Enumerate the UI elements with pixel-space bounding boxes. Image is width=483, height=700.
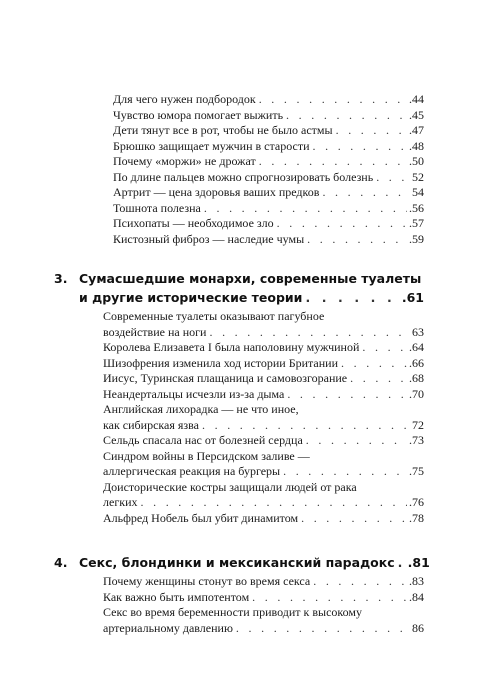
toc-entry-title: аллергическая реакция на бургеры (103, 464, 281, 478)
leader-dots (395, 553, 406, 572)
toc-entry[interactable] (103, 356, 424, 372)
toc-entry-line (113, 108, 424, 124)
toc-entry-line (113, 170, 424, 186)
toc-page-number: .70 (409, 386, 424, 401)
toc-page-number: .76 (409, 495, 424, 509)
toc-entry-title: Английская лихорадка — не что иное, (103, 402, 299, 416)
toc-entry[interactable] (113, 216, 424, 232)
toc-section-chapter-4 (0, 574, 483, 636)
toc-page-number: .66 (409, 355, 424, 370)
toc-page-number: 86 (412, 620, 424, 635)
toc-entry[interactable] (113, 185, 424, 201)
toc-entry[interactable] (103, 449, 424, 480)
toc-section-chapter-3 (0, 309, 483, 526)
toc-entry-title: Психопаты — необходимое зло (113, 216, 274, 230)
toc-entry-line (113, 154, 424, 170)
toc-entry-line (113, 216, 424, 232)
toc-entry-title: Брюшко защищает мужчин в старости (113, 138, 310, 153)
toc-entry[interactable] (113, 154, 424, 170)
toc-entry-line (103, 387, 424, 403)
leader-dots (298, 511, 407, 527)
toc-entry-title: Иисус, Туринская плащаница и самовозгорание (103, 371, 348, 385)
toc-entry-title: Артрит — цена здоровья ваших предков (113, 185, 320, 199)
toc-entry-line (103, 495, 424, 511)
toc-entry-title: Для чего нужен подбородок (113, 92, 256, 106)
toc-entry-title: По длине пальцев можно спрогнозировать болезнь (113, 169, 374, 184)
leader-dots (201, 201, 407, 217)
toc-entry-title: Альфред Нобель был убит динамитом (103, 510, 299, 525)
chapter-title-line (79, 288, 424, 307)
toc-page-number: .47 (409, 123, 424, 137)
toc-entry-line (103, 480, 424, 496)
toc-entry[interactable] (103, 387, 424, 403)
toc-section-continued (0, 92, 483, 247)
leader-dots (303, 433, 407, 449)
chapter-page-number: .61 (401, 290, 424, 305)
leader-dots (256, 154, 407, 170)
toc-entry-title: Синдром войны в Персидском заливе — (103, 448, 310, 463)
toc-entry-line (103, 325, 424, 341)
toc-entry-line (113, 139, 424, 155)
chapter-number: 4. (54, 555, 68, 570)
toc-entry[interactable] (103, 511, 424, 527)
toc-entry[interactable] (103, 340, 424, 356)
leader-dots (347, 371, 407, 387)
toc-entry-line (103, 433, 424, 449)
chapter-title-line (79, 269, 424, 288)
leader-dots (338, 356, 407, 372)
toc-page-number: 54 (412, 185, 424, 199)
chapter-title-part: Секс, блондинки и мексиканский парадокс (79, 555, 395, 570)
toc-page-number: .56 (409, 200, 424, 215)
toc-entry-title: Как важно быть импотентом (103, 589, 250, 604)
chapter-title-part: Сумасшедшие монархи, современные туалеты (79, 271, 422, 286)
toc-entry[interactable] (113, 123, 424, 139)
toc-entry-title: как сибирская язва (103, 417, 199, 432)
toc-entry-title: артериальному давлению (103, 620, 233, 635)
toc-entry[interactable] (113, 108, 424, 124)
toc-entry[interactable] (103, 590, 424, 606)
leader-dots (274, 216, 407, 232)
toc-page-number: .57 (409, 216, 424, 230)
toc-entry-line (103, 449, 424, 465)
toc-entry[interactable] (103, 402, 424, 433)
toc-entry-title: Королева Елизавета I была наполовину мужчиной (103, 340, 360, 354)
leader-dots (359, 340, 407, 356)
toc-entry-line (113, 201, 424, 217)
toc-page-number: .78 (409, 510, 424, 525)
toc-page-number: .48 (409, 138, 424, 153)
toc-entry[interactable] (103, 480, 424, 511)
toc-entry[interactable] (113, 170, 424, 186)
toc-page-number: .64 (409, 340, 424, 354)
toc-entry-line (113, 185, 424, 201)
toc-entry[interactable] (113, 201, 424, 217)
leader-dots (302, 288, 399, 307)
toc-entry-title: воздействие на ноги (103, 324, 207, 339)
leader-dots (304, 232, 407, 248)
leader-dots (310, 139, 408, 155)
toc-entry-line (103, 511, 424, 527)
toc-entry-line (103, 309, 424, 325)
leader-dots (280, 464, 407, 480)
toc-entry[interactable] (103, 433, 424, 449)
toc-page-number: 72 (412, 417, 424, 432)
toc-entry-title: Почему «моржи» не дрожат (113, 154, 256, 168)
leader-dots (249, 590, 407, 606)
leader-dots (319, 185, 410, 201)
leader-dots (138, 495, 408, 511)
toc-entry-line (103, 590, 424, 606)
toc-entry-title: Сельдь спасала нас от болезней сердца (103, 433, 303, 447)
toc-entry-title: Дети тянут все в рот, чтобы не было астмы (113, 123, 333, 137)
toc-entry[interactable] (113, 92, 424, 108)
toc-entry-line (113, 92, 424, 108)
toc-entry[interactable] (103, 574, 424, 590)
toc-entry[interactable] (103, 371, 424, 387)
toc-page-number: .83 (409, 574, 424, 588)
toc-page-number: 52 (412, 169, 424, 184)
toc-page-number: .75 (409, 464, 424, 478)
toc-entry-title: Кистозный фиброз — наследие чумы (113, 231, 305, 246)
toc-entry-line (113, 232, 424, 248)
toc-entry-title: Тошнота полезна (113, 200, 201, 215)
toc-entry-title: Чувство юмора помогает выжить (113, 107, 284, 122)
toc-entry-line (103, 402, 424, 418)
toc-entry-title: легких (103, 495, 138, 509)
toc-entry[interactable] (113, 139, 424, 155)
leader-dots (333, 123, 407, 139)
chapter-title-part: и другие исторические теории (79, 290, 303, 305)
toc-page-number: 63 (412, 324, 424, 339)
toc-entry-line (103, 418, 424, 434)
toc-page-number: .44 (409, 92, 424, 106)
leader-dots (373, 170, 410, 186)
toc-entry-line (103, 464, 424, 480)
toc-entry-line (103, 371, 424, 387)
chapter-title-line (79, 553, 430, 572)
toc-entry-line (103, 621, 424, 637)
leader-dots (199, 418, 410, 434)
toc-page-number: .50 (409, 154, 424, 168)
toc-page-number: .59 (409, 231, 424, 246)
toc-entry-title: Современные туалеты оказывают пагубное (103, 309, 325, 323)
chapter-number: 3. (54, 271, 68, 286)
toc-entry-line (103, 356, 424, 372)
toc-entry-title: Шизофрения изменила ход истории Британии (103, 355, 339, 370)
leader-dots (310, 574, 407, 590)
leader-dots (283, 108, 407, 124)
toc-entry-title: Неандертальцы исчезли из-за дыма (103, 386, 285, 401)
leader-dots (206, 325, 410, 341)
toc-entry-line (103, 574, 424, 590)
toc-entry-title: Почему женщины стонут во время секса (103, 574, 311, 588)
toc-page-number: .73 (409, 433, 424, 447)
toc-entry[interactable] (103, 309, 424, 340)
toc-entry-line (103, 605, 424, 621)
toc-entry-title: Секс во время беременности приводит к высокому (103, 605, 363, 619)
leader-dots (233, 621, 410, 637)
toc-page-number: .45 (409, 107, 424, 122)
toc-entry[interactable] (103, 605, 424, 636)
toc-entry[interactable] (113, 232, 424, 248)
leader-dots (256, 92, 407, 108)
toc-entry-line (103, 340, 424, 356)
toc-page-number: .84 (409, 589, 424, 604)
toc-entry-line (113, 123, 424, 139)
leader-dots (284, 387, 407, 403)
toc-page-number: .68 (409, 371, 424, 385)
toc-entry-title: Доисторические костры защищали людей от рака (103, 479, 357, 494)
chapter-page-number: .81 (407, 555, 430, 570)
